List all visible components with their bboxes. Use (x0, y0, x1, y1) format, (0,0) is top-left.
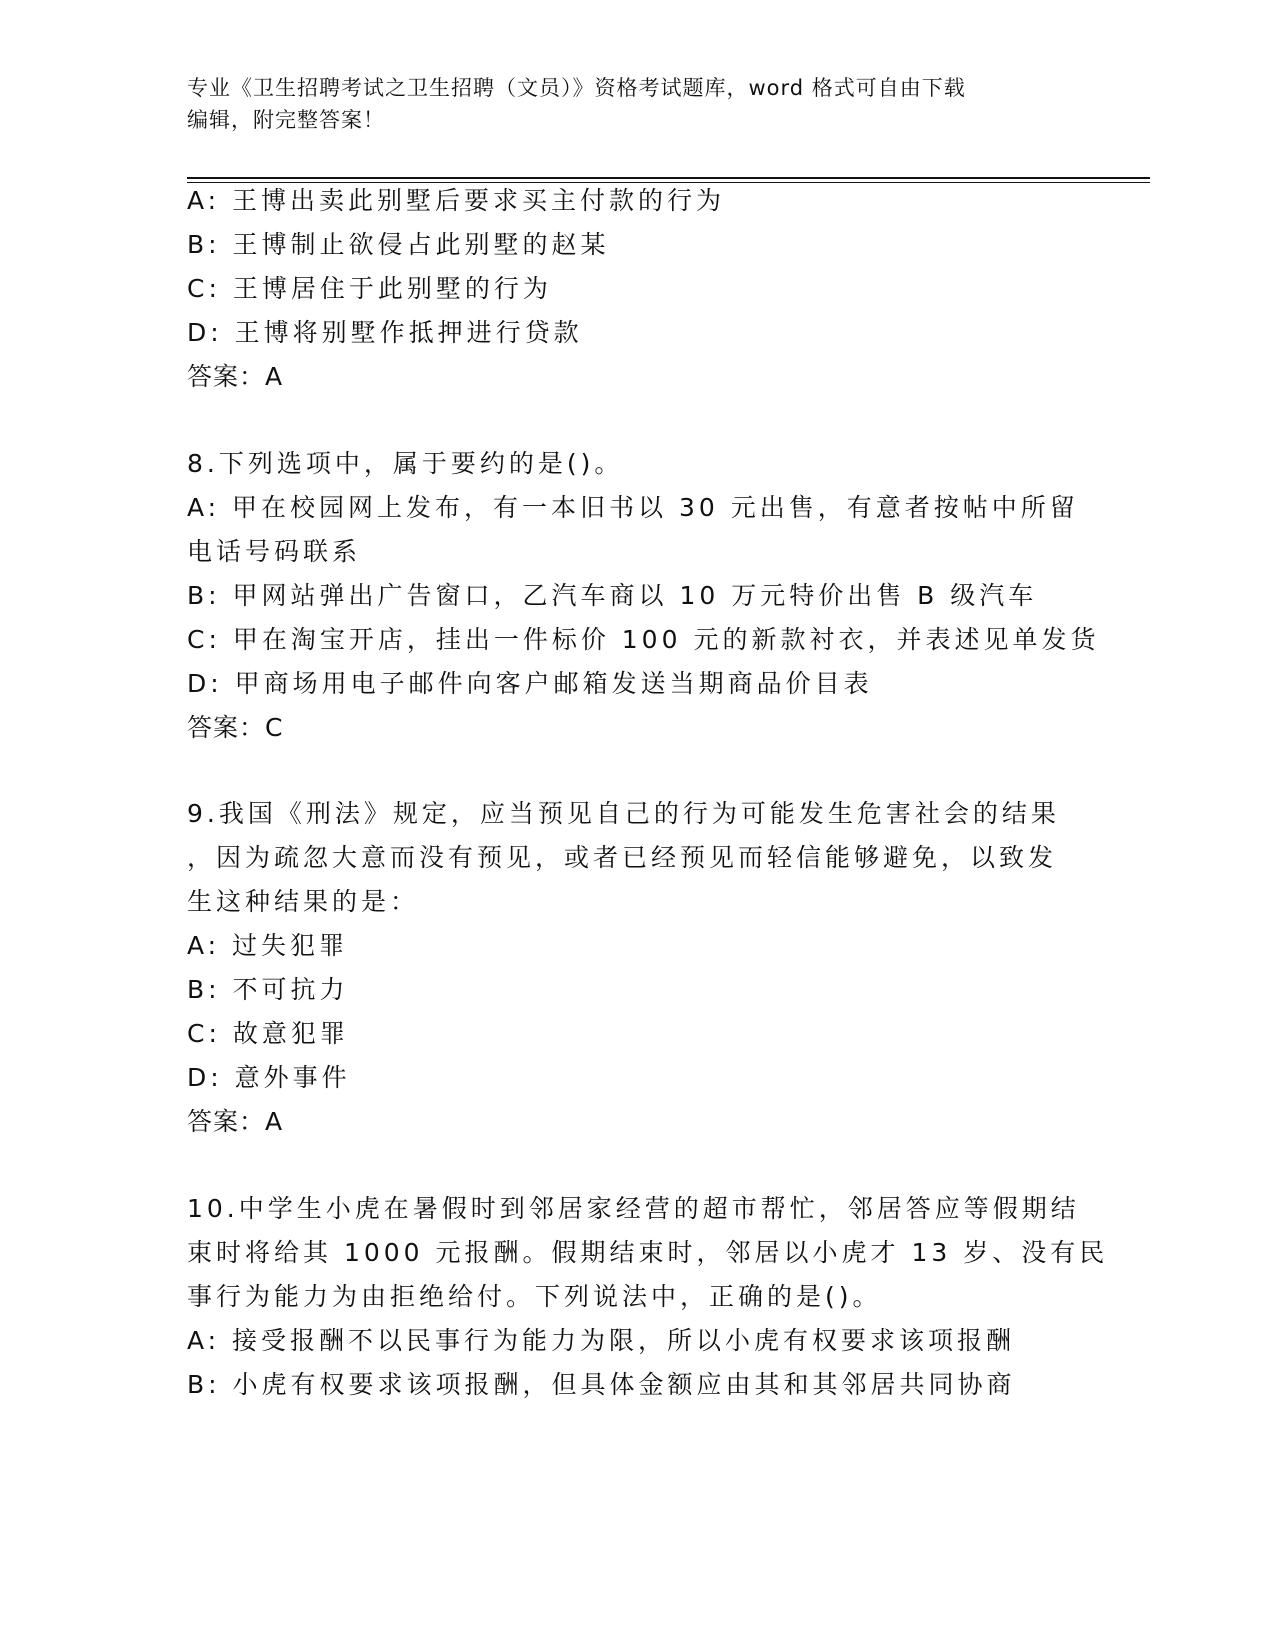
header-divider-thick (187, 177, 1150, 179)
q10-option-a: A: 接受报酬不以民事行为能力为限，所以小虎有权要求该项报酬 (187, 1326, 1016, 1355)
header-line-1: 专业《卫生招聘考试之卫生招聘（文员）》资格考试题库，word 格式可自由下载 (187, 76, 966, 100)
q10-stem-line-2: 束时将给其 1000 元报酬。假期结束时，邻居以小虎才 13 岁、没有民 (187, 1238, 1109, 1267)
q10-stem-line-1: 10.中学生小虎在暑假时到邻居家经营的超市帮忙，邻居答应等假期结 (187, 1194, 1080, 1223)
q9-option-c: C: 故意犯罪 (187, 1019, 349, 1048)
q8-answer: 答案：C (187, 713, 284, 742)
q7-option-b: B: 王博制止欲侵占此别墅的赵某 (187, 230, 610, 259)
header-divider-thin (187, 182, 1150, 183)
q8-option-b: B: 甲网站弹出广告窗口，乙汽车商以 10 万元特价出售 B 级汽车 (187, 581, 1038, 610)
q9-stem-line-1: 9.我国《刑法》规定，应当预见自己的行为可能发生危害社会的结果 (187, 799, 1060, 828)
q8-option-d: D: 甲商场用电子邮件向客户邮箱发送当期商品价目表 (187, 669, 873, 698)
q7-option-a: A: 王博出卖此别墅后要求买主付款的行为 (187, 186, 726, 215)
q7-option-c: C: 王博居住于此别墅的行为 (187, 274, 552, 303)
q8-option-a-continued: 电话号码联系 (187, 537, 362, 566)
q10-stem-line-3: 事行为能力为由拒绝给付。下列说法中，正确的是()。 (187, 1282, 882, 1311)
q8-option-c: C: 甲在淘宝开店，挂出一件标价 100 元的新款衬衣，并表述见单发货 (187, 625, 1100, 654)
q9-option-d: D: 意外事件 (187, 1063, 351, 1092)
q10-option-b: B: 小虎有权要求该项报酬，但具体金额应由其和其邻居共同协商 (187, 1370, 1016, 1399)
q9-option-a: A: 过失犯罪 (187, 931, 349, 960)
q7-option-d: D: 王博将别墅作抵押进行贷款 (187, 318, 583, 347)
q8-option-a: A: 甲在校园网上发布，有一本旧书以 30 元出售，有意者按帖中所留 (187, 493, 1079, 522)
q9-answer: 答案：A (187, 1107, 284, 1136)
q9-stem-line-3: 生这种结果的是： (187, 887, 420, 916)
header-line-2: 编辑，附完整答案！ (187, 108, 385, 132)
q9-stem-line-2: ，因为疏忽大意而没有预见，或者已经预见而轻信能够避免，以致发 (187, 843, 1058, 872)
q7-answer: 答案：A (187, 362, 284, 391)
document-header (187, 72, 1087, 136)
q8-stem: 8.下列选项中，属于要约的是()。 (187, 449, 624, 478)
q9-option-b: B: 不可抗力 (187, 975, 349, 1004)
